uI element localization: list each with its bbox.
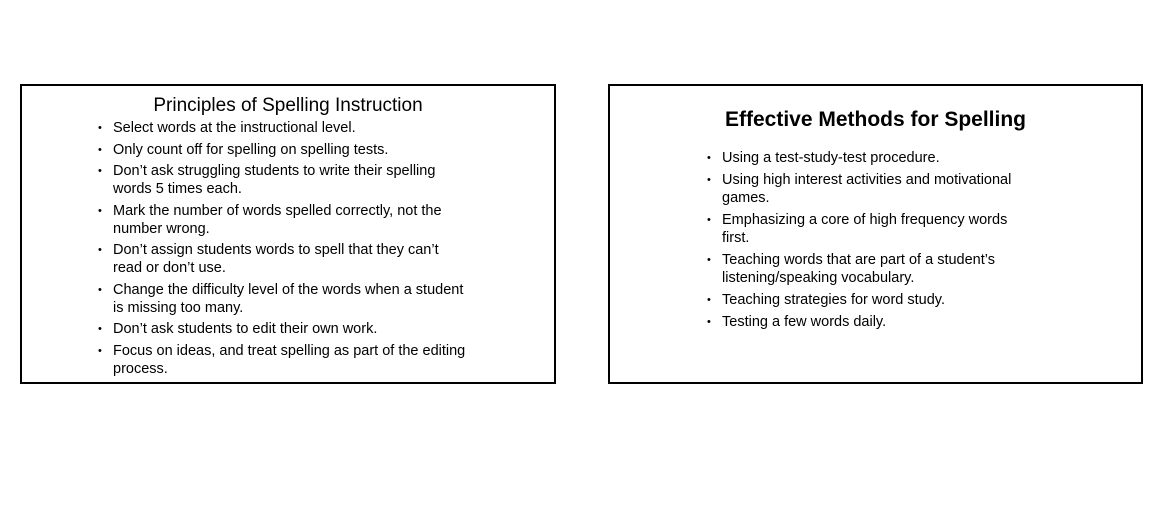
slide-title: Principles of Spelling Instruction [153, 95, 423, 116]
bullet-item: • Testing a few words daily. [707, 313, 1037, 331]
bullet-item: • Change the difficulty level of the words when a student is missing too many. [98, 281, 468, 317]
bullet-item: • Don’t ask struggling students to write their spelling words 5 times each. [98, 162, 468, 198]
bullet-item: • Focus on ideas, and treat spelling as part of the editing process. [98, 342, 468, 378]
bullet-item: • Don’t ask students to edit their own work. [98, 320, 468, 338]
bullet-item: • Teaching words that are part of a student’s listening/speaking vocabulary. [707, 251, 1037, 287]
bullet-item: • Teaching strategies for word study. [707, 291, 1037, 309]
slide-effective-methods-for-spelling [608, 84, 1143, 384]
bullet-list [98, 119, 468, 381]
bullet-item: • Don’t assign students words to spell that they can’t read or don’t use. [98, 241, 468, 277]
bullet-item: • Using high interest activities and motivational games. [707, 171, 1037, 207]
slide-title: Effective Methods for Spelling [724, 108, 1027, 131]
bullet-item: • Mark the number of words spelled correctly, not the number wrong. [98, 202, 468, 238]
slide-principles-of-spelling-instruction [20, 84, 556, 384]
bullet-item: • Emphasizing a core of high frequency words first. [707, 211, 1037, 247]
bullet-item: • Using a test-study-test procedure. [707, 149, 1037, 167]
bullet-list [707, 149, 1037, 335]
bullet-item: • Only count off for spelling on spelling tests. [98, 141, 468, 159]
bullet-item: • Select words at the instructional level. [98, 119, 468, 137]
